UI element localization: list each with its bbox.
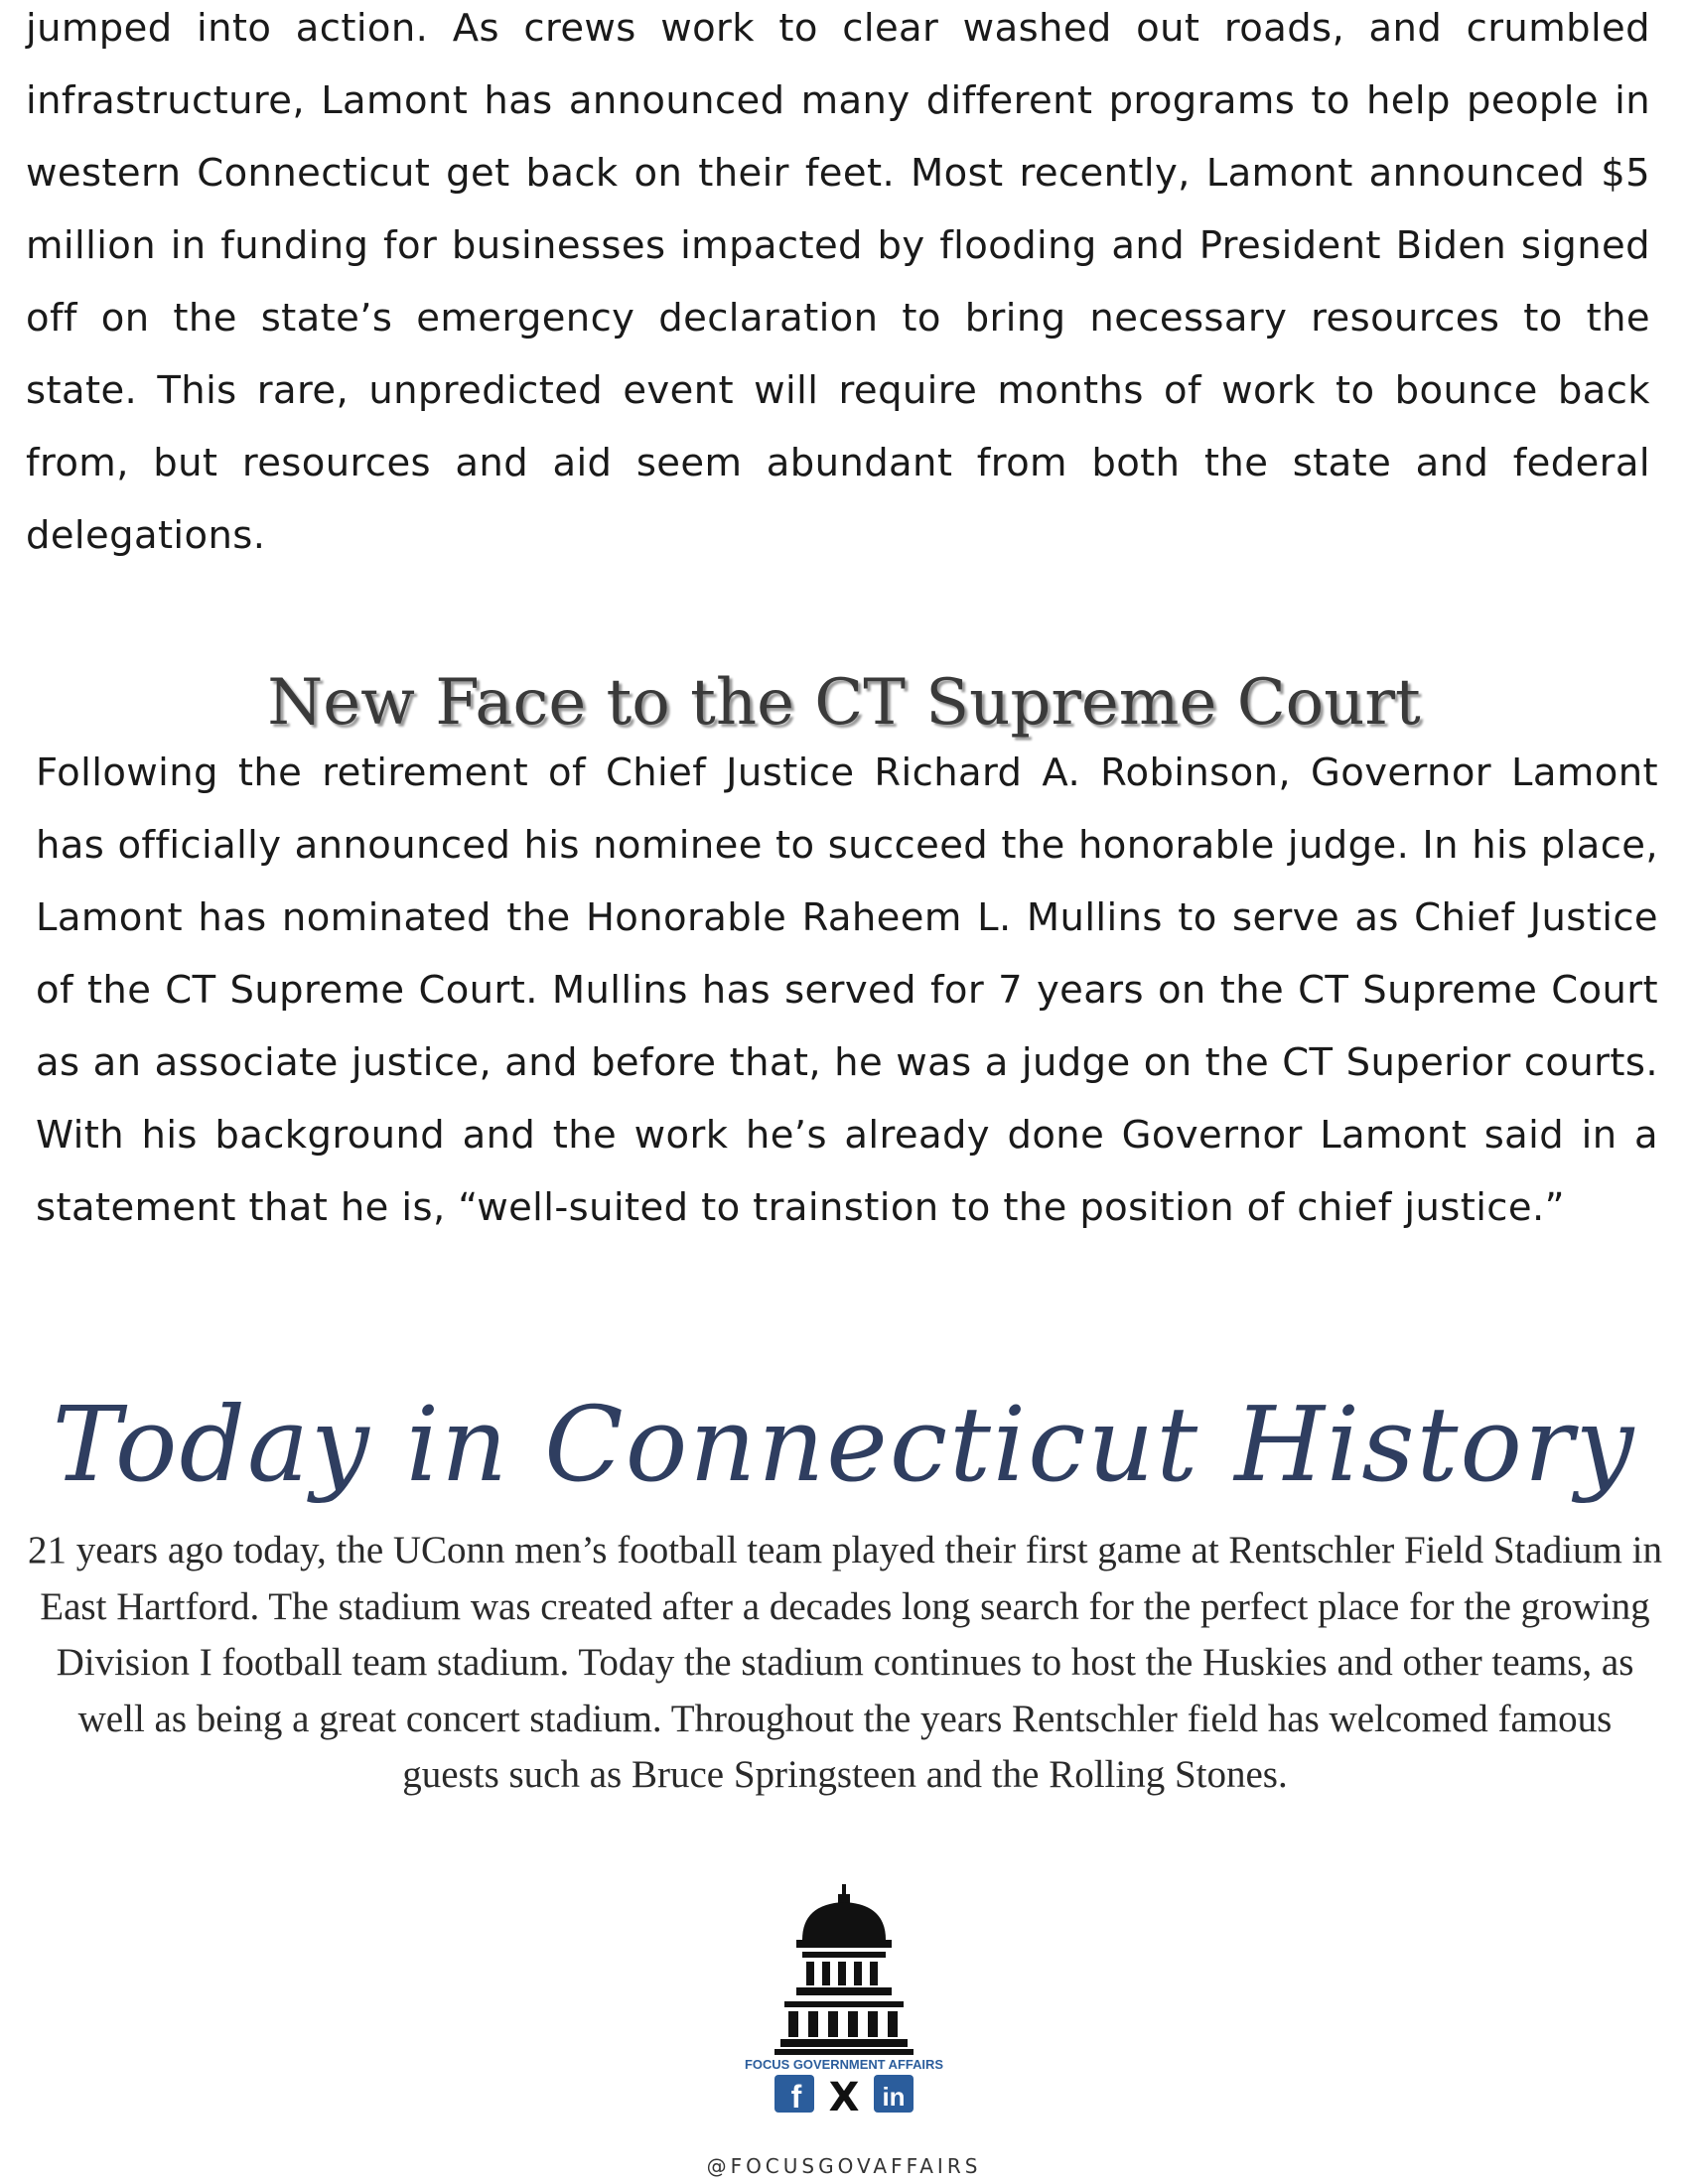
supreme-court-paragraph: Following the retirement of Chief Justice Richard A. Robinson, Governor Lamont has officially announced his nominee to succeed the honorable judge. In his place, Lamont has nominated the Honorable Raheem L. Mullins to serve as Chief Justice of the CT Supreme Court. Mullins has served for 7 years on the CT Supreme Court as an associate justice, and before that, he was a judge on the CT Superior courts. With his background and the work he’s already done Governor Lamont said in a statement that he is, “well-suited to trainstion to the position of chief justice.”: [36, 751, 1658, 1230]
capitol-icon: [737, 1884, 951, 2115]
history-paragraph: 21 years ago today, the UConn men’s football team played their first game at Rentschler Field Stadium in East Hartford. The stadium was created after a decades long search for the perfect place for the growing Division I football team stadium. Today the stadium continues to host the Huskies and other teams, as well as being a great concert stadium. Throughout the years Rentschler field has welcomed famous guests such as Bruce Springsteen and the Rolling Stones.: [28, 1529, 1662, 1796]
supreme-court-heading: New Face to the CT Supreme Court: [267, 666, 1421, 740]
linkedin-icon[interactable]: [874, 2075, 914, 2113]
facebook-icon[interactable]: [774, 2075, 814, 2115]
linkedin-glyph: in: [882, 2082, 906, 2112]
social-handle: @FOCUSGOVAFFAIRS: [706, 2154, 982, 2178]
x-icon[interactable]: [829, 2075, 860, 2115]
article-intro-paragraph: jumped into action. As crews work to clear washed out roads, and crumbled infrastructure, Lamont has announced many different programs to help people in western Connecticut get back on their feet. Most recently, Lamont announced $5 million in funding for businesses impacted by flooding and President Biden signed off on the state’s emergency declaration to bring necessary resources to the state. This rare, unpredicted event will require months of work to bounce back from, but resources and aid seem abundant from both the state and federal delegations.: [26, 6, 1650, 558]
history-heading: Today in Connecticut History: [52, 1384, 1636, 1505]
org-name: FOCUS GOVERNMENT AFFAIRS: [745, 2058, 943, 2072]
facebook-glyph: f: [790, 2079, 802, 2115]
focus-logo: [737, 1884, 951, 2115]
x-glyph: X: [828, 2075, 860, 2115]
